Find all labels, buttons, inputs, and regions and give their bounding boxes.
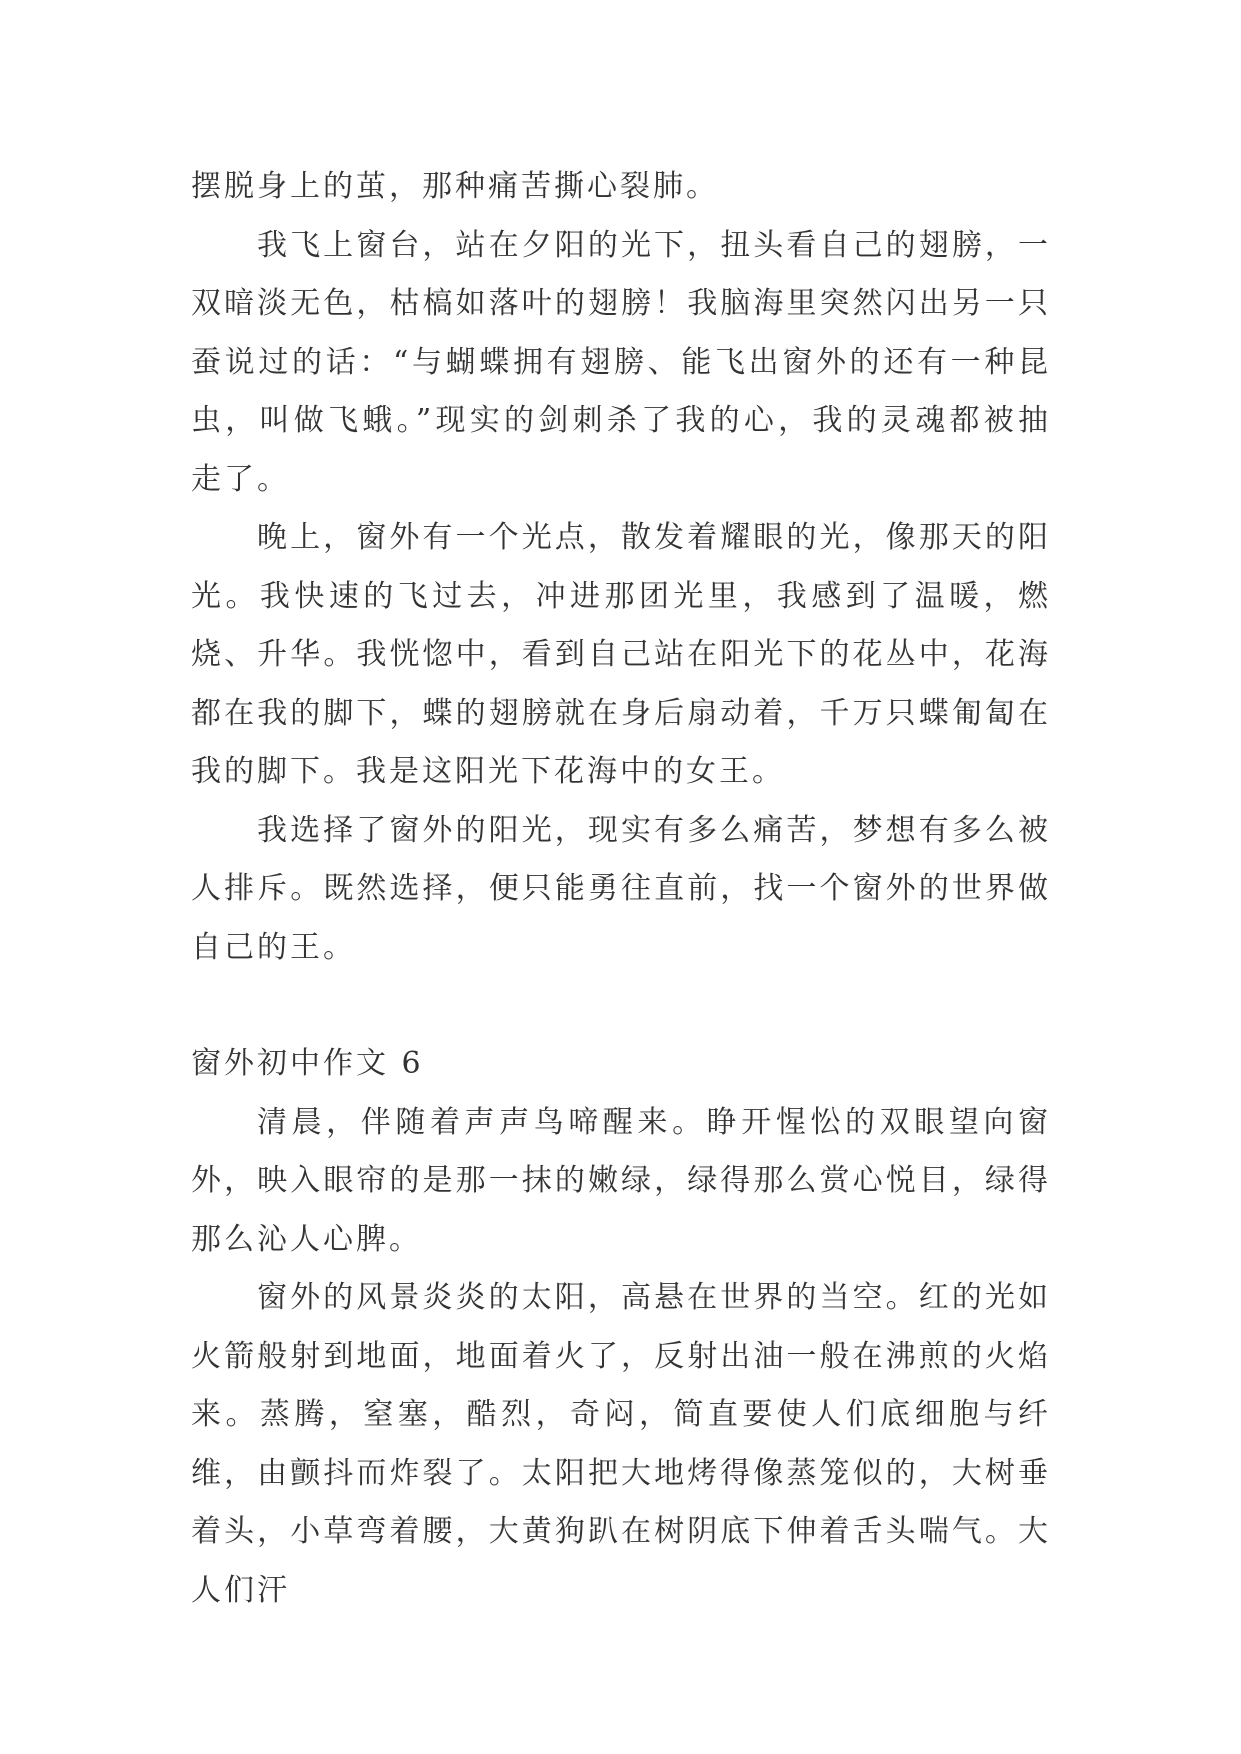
section-heading: 窗外初中作文 6 (191, 1046, 424, 1081)
paragraph: 晚上，窗外有一个光点，散发着耀眼的光，像那天的阳光。我快速的飞过去，冲进那团光里，我感到了温暖，燃烧、升华。我恍惚中，看到自己站在阳光下的花丛中，花海都在我的脚下，蝶的翅膀就在身后扇动着，千万只蝶匍匐在我的脚下。我是这阳光下花海中的女王。 (191, 520, 1051, 789)
paragraph-continuation: 摆脱身上的茧，那种痛苦撕心裂肺。 (191, 169, 719, 204)
document-body (191, 158, 1051, 1620)
paragraph: 清晨，伴随着声声鸟啼醒来。睁开惺忪的双眼望向窗外，映入眼帘的是那一抹的嫩绿，绿得那么赏心悦目，绿得那么沁人心脾。 (191, 1104, 1051, 1257)
section-gap (191, 977, 1051, 1035)
paragraph: 我选择了窗外的阳光，现实有多么痛苦，梦想有多么被人排斥。既然选择，便只能勇往直前，找一个窗外的世界做自己的王。 (191, 812, 1051, 965)
paragraph: 窗外的风景炎炎的太阳，高悬在世界的当空。红的光如火箭般射到地面，地面着火了，反射出油一般在沸煎的火焰来。蒸腾，窒塞，酷烈，奇闷，简直要使人们底细胞与纤维，由颤抖而炸裂了。太阳把大地烤得像蒸笼似的，大树垂着头，小草弯着腰，大黄狗趴在树阴底下伸着舌头喘气。大人们汗 (191, 1280, 1051, 1608)
paragraph: 我飞上窗台，站在夕阳的光下，扭头看自己的翅膀，一双暗淡无色，枯槁如落叶的翅膀！我脑海里突然闪出另一只蚕说过的话：“与蝴蝶拥有翅膀、能飞出窗外的还有一种昆虫，叫做飞蛾。”现实的剑刺杀了我的心，我的灵魂都被抽走了。 (191, 227, 1051, 497)
